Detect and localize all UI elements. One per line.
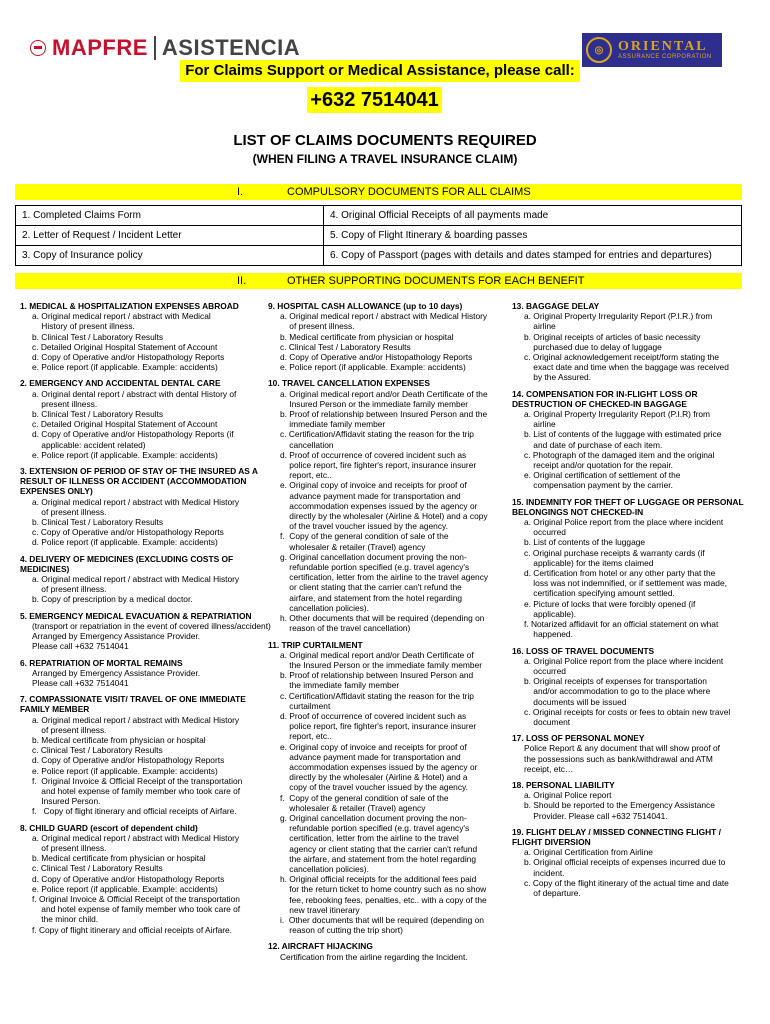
benefit-heading: 19. FLIGHT DELAY / MISSED CONNECTING FLIGHT / FLIGHT DIVERSION — [512, 826, 721, 847]
benefit-group — [268, 941, 506, 961]
benefit-item: b. Original receipts of articles of basic necessity — [524, 331, 701, 342]
benefit-item: and hotel expense of family member who took care of — [32, 904, 241, 915]
benefit-item: Insured Person. — [32, 796, 101, 807]
benefit-group — [20, 658, 260, 689]
benefit-heading: 2. EMERGENCY AND ACCIDENTAL DENTAL CARE — [20, 378, 221, 389]
benefit-item: applicable) for the items claimed — [524, 557, 654, 568]
benefit-item: a. Original medical report / abstract with Medical History — [280, 311, 488, 322]
benefit-item: cancellation policies). — [280, 602, 369, 613]
benefit-item: f. Copy of the general condition of sale of the — [280, 531, 449, 542]
benefits-column-middle — [268, 301, 506, 968]
benefit-item: f. Original Invoice & Official Receipt of the transportation — [32, 775, 243, 786]
mapfre-logo — [30, 35, 300, 61]
benefit-item: b. Proof of relationship between Insured Person and the — [280, 409, 488, 420]
benefit-item: b. List of contents of the luggage — [524, 537, 646, 548]
compulsory-documents-table — [15, 205, 742, 266]
benefit-item: f. Copy of flight itinerary and official receipts of Airfare. — [32, 806, 237, 817]
benefit-heading: 6. REPATRIATION OF MORTAL REMAINS — [20, 657, 183, 668]
benefit-item: e. Police report (if applicable. Example: accidents) — [32, 765, 218, 776]
benefit-item: receipt and/or quotation for the repair. — [524, 460, 673, 471]
benefit-item: f. Copy of flight itinerary and official receipts of Airfare. — [32, 924, 233, 935]
benefit-item: of present illness. — [32, 842, 107, 853]
benefit-item: d. Police report (if applicable. Example: accidents) — [32, 537, 218, 548]
benefit-item: compensation payment by the carrier. — [524, 480, 673, 491]
benefit-item: documents will be issued — [524, 696, 627, 707]
benefit-group — [20, 466, 260, 548]
benefit-group — [512, 497, 750, 640]
benefit-item: cancellation policies). — [280, 863, 369, 874]
benefit-item: refundable portion specified (e.g. travel agency's — [280, 823, 470, 834]
benefit-item: of the travel voucher issued by the agency. — [280, 521, 448, 532]
benefits-column-right — [512, 301, 750, 904]
oriental-wordmark: ORIENTAL — [618, 39, 708, 54]
benefit-item: Please call +632 7514041 — [32, 641, 129, 652]
benefit-item: b. Clinical Test / Laboratory Results — [32, 517, 164, 528]
table-cell: 1. Completed Claims Form — [16, 206, 324, 226]
benefit-item: Please call +632 7514041 — [32, 677, 129, 688]
table-cell: 4. Original Official Receipts of all payments made — [324, 206, 742, 226]
benefit-item: directly by the wholesaler (Airline & Hotel) and a copy — [280, 511, 488, 522]
table-row — [16, 246, 742, 266]
table-cell: 5. Copy of Flight Itinerary & boarding passes — [324, 226, 742, 246]
benefit-item: airline — [524, 321, 556, 332]
benefit-item: immediate family member — [280, 419, 386, 430]
benefit-item: report, etc.. — [280, 470, 332, 481]
benefit-item: b. Medical certificate from physician or hospital — [32, 853, 206, 864]
benefit-item: c. Clinical Test / Laboratory Results — [280, 341, 411, 352]
benefit-item: of departure. — [524, 887, 581, 898]
benefit-item: or client stating that the carrier can't refund the — [280, 582, 462, 593]
benefit-item: accommodation expenses issued by the agency or — [280, 761, 478, 772]
benefit-item: airline — [524, 419, 556, 430]
benefit-item: d. Copy of Operative and/or Histopathology Reports (if — [32, 429, 234, 440]
benefit-item: accommodation expenses issued by the agency or — [280, 500, 478, 511]
benefit-item: the minor child. — [32, 914, 99, 925]
benefit-item: Provider. Please call +632 7514041. — [524, 810, 668, 821]
benefit-item: a. Original medical report / abstract with Medical — [32, 311, 211, 322]
benefit-heading: 3. EXTENSION OF PERIOD OF STAY OF THE INSURED AS A RESULT OF ILLNESS OR ACCIDENT (ACCOMMODATION EXPENSES ONLY) — [20, 466, 258, 497]
table-row — [16, 226, 742, 246]
benefit-item: the possessions such as bank/withdrawal and ATM — [524, 753, 713, 764]
benefit-item: advance payment made for transportation and — [280, 490, 461, 501]
asistencia-wordmark: ASISTENCIA — [161, 35, 301, 60]
benefit-item: a. Original dental report / abstract with dental History of — [32, 388, 237, 399]
benefit-item: c. Clinical Test / Laboratory Results — [32, 863, 163, 874]
benefit-item: applicable: accident related) — [32, 439, 146, 450]
benefit-item: b. Medical certificate from physician or hospital — [280, 331, 454, 342]
benefit-heading: 4. DELIVERY OF MEDICINES (EXCLUDING COSTS OF MEDICINES) — [20, 553, 234, 574]
benefit-item: g. Original cancellation document proving the non- — [280, 551, 467, 562]
benefit-heading: 12. AIRCRAFT HIJACKING — [268, 941, 373, 952]
benefit-group — [512, 780, 750, 821]
benefit-heading: 9. HOSPITAL CASH ALLOWANCE (up to 10 days) — [268, 301, 463, 311]
benefit-item: c. Copy of Operative and/or Histopathology Reports — [32, 527, 224, 538]
benefits-column-left — [20, 301, 271, 941]
benefit-item: report, etc.. — [280, 731, 332, 742]
benefit-item: of present illness. — [32, 584, 107, 595]
benefit-item: f. Original Invoice & Official Receipt of the transportation — [32, 893, 240, 904]
benefit-item: a. Original Police report — [524, 790, 612, 801]
benefit-heading: 7. COMPASSIONATE VISIT/ TRAVEL OF ONE IMMEDIATE FAMILY MEMBER — [20, 694, 246, 715]
benefit-heading: 15. INDEMNITY FOR THEFT OF LUGGAGE OR PERSONAL BELONGINGS NOT CHECKED-IN — [512, 496, 744, 517]
benefit-item: the airfare, and statement from the hotel regarding — [280, 853, 476, 864]
benefit-item: a. Original medical report and/or Death Certificate of — [280, 649, 474, 660]
benefit-item: b. Original receipts of expenses for transportation — [524, 676, 707, 687]
benefit-heading: 5. EMERGENCY MEDICAL EVACUATION & REPATRIATION — [20, 610, 252, 621]
benefit-item: e. Police report (if applicable. Example: accidents) — [32, 883, 218, 894]
benefit-item: exact date and time when the baggage was received — [524, 362, 729, 373]
benefit-item: b. List of contents of the luggage with estimated price — [524, 429, 722, 440]
benefit-item: d. Copy of Operative and/or Histopathology Reports — [32, 873, 225, 884]
benefit-item: e. Original copy of invoice and receipts for proof of — [280, 480, 467, 491]
benefit-group — [20, 823, 260, 935]
benefit-item: the immediate family member — [280, 680, 400, 691]
benefit-heading: 11. TRIP CURTAILMENT — [268, 639, 363, 650]
benefit-item: c. Photograph of the damaged item and the original — [524, 449, 715, 460]
benefit-item: airfare, and statement from the hotel regarding — [280, 592, 463, 603]
benefit-group — [512, 389, 750, 491]
benefit-item: a. Original medical report / abstract with Medical History — [32, 496, 240, 507]
benefit-item: occurred — [524, 665, 566, 676]
section-heading-compulsory — [15, 184, 742, 200]
benefit-item: d. Proof of occurrence of covered incident such as — [280, 449, 467, 460]
page-subtitle: (WHEN FILING A TRAVEL INSURANCE CLAIM) — [252, 152, 518, 166]
benefit-item: by the Assured. — [524, 372, 592, 383]
benefit-item: a. Original Property Irregularity Report (P.I.R.) from — [524, 311, 713, 322]
oriental-logo — [582, 33, 722, 67]
benefit-item: Insured Person or the immediate family member — [280, 398, 469, 409]
benefit-item: b. Clinical Test / Laboratory Results — [32, 331, 164, 342]
benefit-item: Police Report & any document that will show proof of — [524, 743, 720, 754]
benefit-heading: 10. TRAVEL CANCELLATION EXPENSES — [268, 378, 430, 389]
section-number: I. — [237, 186, 244, 198]
benefit-item: a. Original medical report / abstract with Medical History — [32, 714, 240, 725]
benefit-item: c. Certification/Affidavit stating the reason for the trip — [280, 429, 474, 440]
benefit-group — [20, 694, 260, 816]
logo-divider — [154, 36, 156, 60]
benefit-item: c. Detailed Original Hospital Statement of Account — [32, 341, 218, 352]
benefit-item: certification, letter from the airline to the travel — [280, 833, 459, 844]
benefit-item: i. Other documents that will be required (depending on — [280, 914, 484, 925]
benefit-heading: 8. CHILD GUARD (escort of dependent child) — [20, 822, 198, 833]
benefit-item: c. Original purchase receipts & warranty cards (if — [524, 547, 705, 558]
benefit-item: curtailment — [280, 700, 331, 711]
benefit-item: certification specifying amount settled. — [524, 588, 675, 599]
benefit-item: applicable). — [524, 608, 577, 619]
benefit-group — [268, 640, 506, 936]
benefit-group — [512, 646, 750, 728]
benefit-item: f. Notarized affidavit for an official statement on what — [524, 619, 719, 630]
benefit-item: d. Copy of Operative and/or Histopathology Reports — [280, 352, 473, 363]
benefit-item: b. Copy of prescription by a medical doctor. — [32, 594, 193, 605]
benefit-item: purchased due to delay of luggage — [524, 341, 662, 352]
benefit-item: the Insured Person or the immediate family member — [280, 659, 483, 670]
benefit-group — [512, 301, 750, 383]
benefit-group — [20, 378, 260, 460]
section-number: II. — [237, 275, 247, 287]
benefit-item: a. Original medical report and/or Death Certificate of the — [280, 388, 488, 399]
benefit-group — [268, 378, 506, 633]
benefit-item: d. Proof of occurrence of covered incident such as — [280, 710, 467, 721]
benefit-heading: 14. COMPENSATION FOR IN-FLIGHT LOSS OR DESTRUCTION OF CHECKED-IN BAGGAGE — [512, 388, 698, 409]
benefit-item: e. Original copy of invoice and receipts for proof of — [280, 741, 467, 752]
benefit-item: b. Proof of relationship between Insured Person and — [280, 670, 474, 681]
benefit-item: a. Original medical report / abstract with Medical History — [32, 574, 240, 585]
oriental-subtitle: ASSURANCE CORPORATION — [618, 54, 712, 60]
benefit-item: d. Copy of Operative and/or Histopathology Reports — [32, 755, 225, 766]
benefit-group — [512, 733, 750, 774]
benefit-item: b. Should be reported to the Emergency Assistance — [524, 800, 715, 811]
benefit-item: document — [524, 716, 571, 727]
benefit-item: reason of the travel cancellation) — [280, 623, 411, 634]
benefit-item: and date of purchase of each item. — [524, 439, 663, 450]
benefit-item: a. Original Police report from the place where incident — [524, 655, 724, 666]
benefit-item: wholesaler & retailer (Travel) agency — [280, 541, 426, 552]
benefit-item: certification, letter from the airline to the travel agency — [280, 572, 489, 583]
benefit-item: and/or accommodation to go to the place where — [524, 686, 711, 697]
benefit-item: directly by the wholesaler (Airline & Hotel) and a — [280, 772, 468, 783]
phone-number[interactable]: +632 7514041 — [307, 87, 442, 113]
benefit-item: cancellation — [280, 439, 334, 450]
benefit-item: (transport or repatriation in the event of covered illness/accident) — [32, 620, 271, 631]
benefit-item: c. Certification/Affidavit stating the reason for the trip — [280, 690, 474, 701]
benefit-item: e. Police report (if applicable. Example: accidents) — [32, 362, 218, 373]
benefit-item: of present illness. — [32, 724, 107, 735]
benefit-item: Arranged by Emergency Assistance Provider. — [32, 667, 201, 678]
benefit-item: c. Clinical Test / Laboratory Results — [32, 745, 163, 756]
benefit-item: b. Original official receipts of expenses incurred due to — [524, 857, 726, 868]
benefit-item: loss was not indemnified, or if settlement was made, — [524, 578, 727, 589]
benefit-item: copy of the travel voucher issued by the agency. — [280, 782, 468, 793]
benefit-item: present illness. — [32, 398, 98, 409]
benefit-item: h. Original official receipts for the additional fees paid — [280, 874, 477, 885]
benefit-item: a. Original Property Irregularity Report (P.I.R) from — [524, 409, 711, 420]
benefit-item: fee, rebooking fees, penalties, etc.. with a copy of the — [280, 894, 487, 905]
benefit-item: c. Original acknowledgement receipt/form stating the — [524, 352, 720, 363]
benefit-item: c. Copy of the flight itinerary of the actual time and date — [524, 877, 729, 888]
section-heading-supporting — [15, 273, 742, 289]
benefit-heading: 13. BAGGAGE DELAY — [512, 301, 600, 311]
benefit-item: police report, fire fighter's report, insurance insurer — [280, 721, 477, 732]
benefit-item: agency or client stating that the carrier can't refund — [280, 843, 478, 854]
benefit-item: happened. — [524, 629, 573, 640]
benefit-item: e. Police report (if applicable. Example: accidents) — [280, 362, 466, 373]
benefit-item: refundable portion specified (e.g. travel agency's — [280, 562, 470, 573]
benefit-item: g. Original cancellation document proving the non- — [280, 812, 467, 823]
header — [0, 0, 770, 80]
table-cell: 2. Letter of Request / Incident Letter — [16, 226, 324, 246]
page-title: LIST OF CLAIMS DOCUMENTS REQUIRED — [233, 132, 537, 149]
benefit-item: a. Original medical report / abstract with Medical History — [32, 832, 240, 843]
benefit-item: receipt, etc… — [524, 763, 574, 774]
mapfre-wordmark: MAPFRE — [52, 35, 148, 60]
table-cell: 3. Copy of Insurance policy — [16, 246, 324, 266]
mapfre-emblem-icon — [30, 40, 46, 56]
benefit-item: occurred — [524, 527, 566, 538]
oriental-seal-icon: ◎ — [586, 37, 612, 63]
call-banner: For Claims Support or Medical Assistance, please call: — [180, 60, 580, 82]
section-label: COMPULSORY DOCUMENTS FOR ALL CLAIMS — [287, 186, 531, 198]
benefit-item: wholesaler & retailer (Travel) agency — [280, 802, 426, 813]
benefit-item: b. Medical certificate from physician or hospital — [32, 734, 206, 745]
benefit-item: a. Original Certification from Airline — [524, 847, 653, 858]
benefit-group — [20, 554, 260, 605]
benefit-item: Arranged by Emergency Assistance Provider. — [32, 631, 201, 642]
benefit-item: d. Copy of Operative and/or Histopathology Reports — [32, 352, 225, 363]
benefit-item: b. Clinical Test / Laboratory Results — [32, 409, 164, 420]
benefit-item: new travel itinerary — [280, 904, 360, 915]
benefit-item: f. Copy of the general condition of sale of the — [280, 792, 449, 803]
benefit-item: History of present illness. — [32, 321, 135, 332]
section-label: OTHER SUPPORTING DOCUMENTS FOR EACH BENEFIT — [287, 275, 585, 287]
benefit-heading: 18. PERSONAL LIABILITY — [512, 779, 615, 790]
benefit-item: h. Other documents that will be required (depending on — [280, 613, 485, 624]
benefit-heading: 17. LOSS OF PERSONAL MONEY — [512, 733, 645, 744]
table-cell: 6. Copy of Passport (pages with details and dates stamped for entries and departures) — [324, 246, 742, 266]
benefit-item: a. Original Police report from the place where incident — [524, 517, 724, 528]
benefit-item: and hotel expense of family member who took care of — [32, 785, 241, 796]
benefit-item: e. Original certification of settlement of the — [524, 470, 681, 481]
benefit-item: incident. — [524, 867, 565, 878]
benefit-group — [20, 301, 260, 372]
benefit-heading: 1. MEDICAL & HOSPITALIZATION EXPENSES ABROAD — [20, 301, 239, 311]
benefit-group — [268, 301, 506, 372]
benefit-item: of present illness. — [280, 321, 355, 332]
benefit-group — [512, 827, 750, 898]
benefit-item: d. Certification from hotel or any other party that the — [524, 568, 716, 579]
benefit-item: e. Police report (if applicable. Example: accidents) — [32, 449, 218, 460]
benefit-item: reason of cutting the trip short) — [280, 925, 403, 936]
table-row — [16, 206, 742, 226]
benefit-item: c. Detailed Original Hospital Statement of Account — [32, 419, 218, 430]
benefit-item: advance payment made for transportation and — [280, 751, 461, 762]
benefit-item: for the return ticket to home country such as no show — [280, 884, 487, 895]
benefit-item: c. Original receipts for costs or fees to obtain new travel — [524, 706, 731, 717]
benefit-item: of present illness. — [32, 506, 107, 517]
benefit-item: Certification from the airline regarding the Incident. — [280, 951, 468, 962]
benefit-item: e. Picture of locks that were forcibly opened (if — [524, 598, 696, 609]
benefit-heading: 16. LOSS OF TRAVEL DOCUMENTS — [512, 645, 655, 656]
benefit-item: police report, fire fighter's report, insurance insurer — [280, 460, 477, 471]
benefit-group — [20, 610, 271, 652]
